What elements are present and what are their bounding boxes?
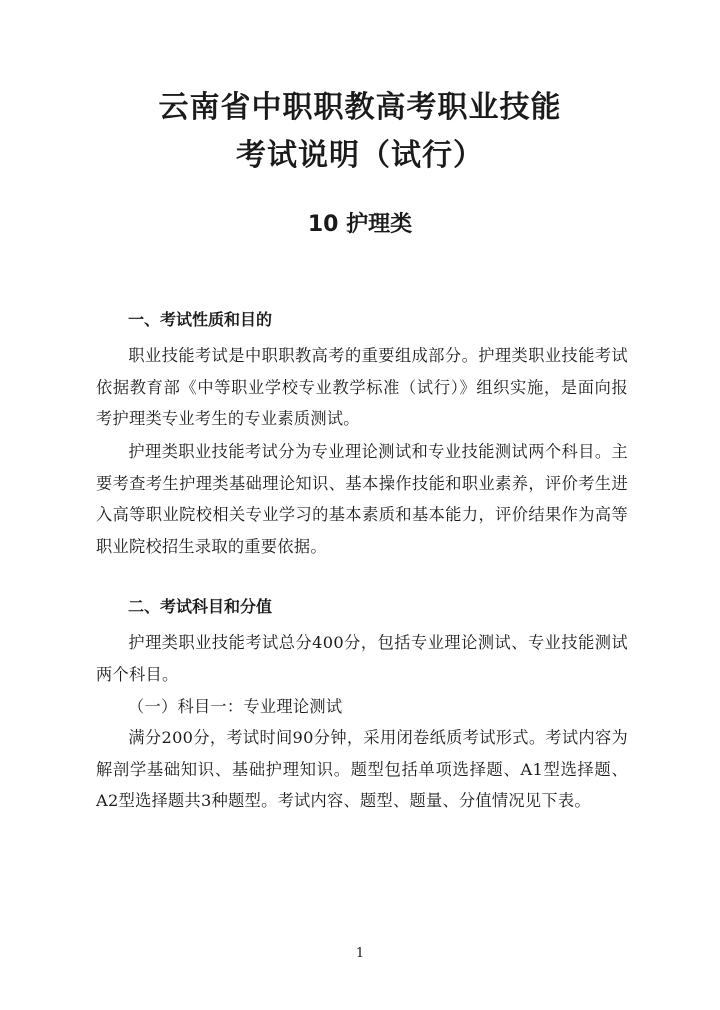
section-2-subheading: （一）科目一：专业理论测试 [128,697,343,716]
section-2-paragraph-1: 护理类职业技能考试总分400分，包括专业理论测试、专业技能测试两个科目。 [96,633,628,684]
section-1-paragraph-2: 护理类职业技能考试分为专业理论测试和专业技能测试两个科目。主要考查考生护理类基础理论知识、基本操作技能和职业素养，评价考生进入高等职业院校相关专业学习的基本素质和基本能力，评价结果作为高等职业院校招生录取的重要依据。 [96,442,628,556]
section-2-heading: 二、考试科目和分值 [128,597,273,616]
section-1-paragraph-1: 职业技能考试是中职职教高考的重要组成部分。护理类职业技能考试依据教育部《中等职业学校专业教学标准（试行）》组织实施，是面向报考护理类专业考生的专业素质测试。 [96,346,628,428]
page-number: 1 [355,946,365,961]
document-title-line-1: 云南省中职职教高考职业技能 [158,90,562,125]
section-2-paragraph-2: 满分200分，考试时间90分钟，采用闭卷纸质考试形式。考试内容为解剖学基础知识、基础护理知识。题型包括单项选择题、A1型选择题、A2型选择题共3种题型。考试内容、题型、题量、分值情况见下表。 [96,728,628,810]
document-title-line-2: 考试说明（试行） [236,138,484,173]
section-1-heading: 一、考试性质和目的 [128,310,273,329]
document-subtitle: 10 护理类 [307,212,413,237]
